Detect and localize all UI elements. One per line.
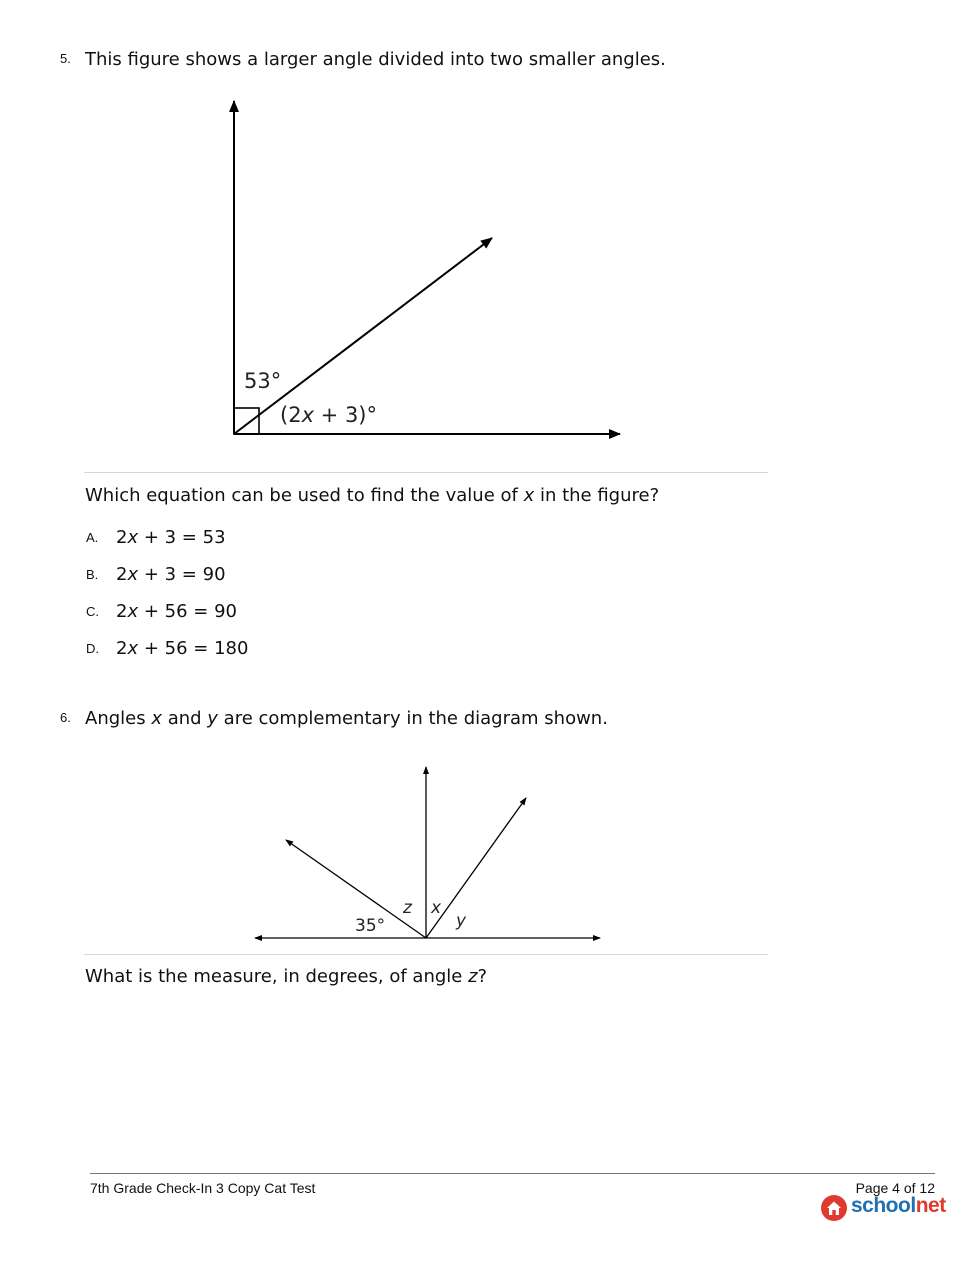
question-6-number: 6. [60, 710, 71, 725]
choice-text: 2x + 3 = 53 [116, 527, 226, 548]
divider [84, 954, 768, 955]
angle-figure-6 [255, 767, 600, 938]
logo-wordmark: schoolnet [851, 1194, 946, 1217]
angle-label-2x-plus-3: (2x + 3)° [280, 403, 377, 427]
house-icon [821, 1195, 847, 1221]
question-6-question: What is the measure, in degrees, of angle z? [85, 966, 488, 987]
choice-letter: D. [86, 641, 99, 656]
question-5-question: Which equation can be used to find the value of x in the figure? [85, 485, 660, 506]
choice-letter: B. [86, 567, 99, 582]
question-6-prompt: Angles x and y are complementary in the diagram shown. [85, 708, 608, 729]
angle-label-53: 53° [244, 369, 282, 393]
divider [84, 472, 768, 473]
footer-divider [90, 1173, 935, 1174]
angle-label-x: x [431, 898, 442, 918]
angle-label-y: y [456, 911, 467, 931]
question-5-prompt: This figure shows a larger angle divided into two smaller angles. [85, 49, 666, 70]
question-5-number: 5. [60, 51, 71, 66]
angle-label-z: z [403, 898, 412, 918]
page-indicator: Page 4 of 12 [855, 1180, 935, 1196]
footer-title: 7th Grade Check-In 3 Copy Cat Test [90, 1180, 316, 1196]
choice-letter: C. [86, 604, 99, 619]
angle-figure-5 [234, 101, 620, 434]
choice-text: 2x + 56 = 180 [116, 638, 249, 659]
choice-letter: A. [86, 530, 99, 545]
choice-text: 2x + 56 = 90 [116, 601, 237, 622]
angle-label-35: 35° [355, 916, 386, 936]
choice-text: 2x + 3 = 90 [116, 564, 226, 585]
